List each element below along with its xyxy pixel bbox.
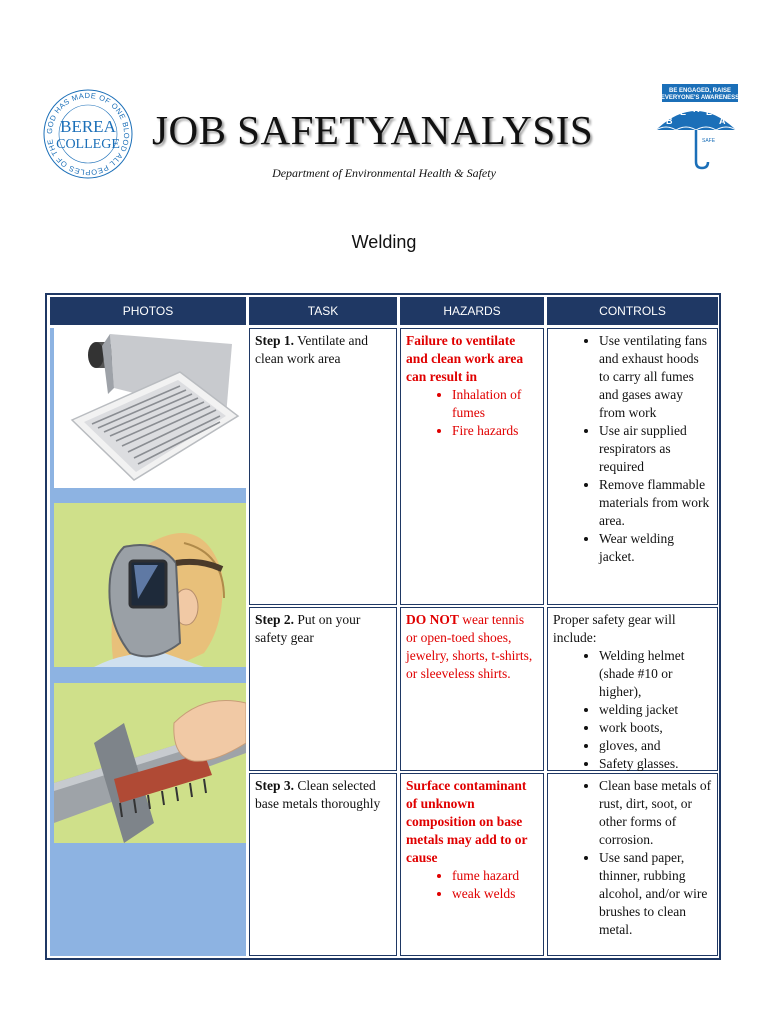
column-header-hazards: HAZARDS <box>400 297 544 325</box>
page-title: JOB SAFETYANALYSIS <box>152 107 594 153</box>
hazard-lead: Surface contaminant of unknown composition on base metals may add to or cause <box>406 778 528 865</box>
hazards-step-3 <box>400 773 544 956</box>
control-item: • Remove flammable materials from work area. <box>599 476 712 530</box>
job-safety-table <box>45 293 721 960</box>
control-item: • Use ventilating fans and exhaust hoods to carry all fumes and gases away from work <box>599 332 712 422</box>
hazard-bold: DO NOT <box>406 612 459 627</box>
document-title: Welding <box>351 232 417 252</box>
control-item: • Welding helmet (shade #10 or higher), <box>599 647 712 701</box>
welding-helmet-photo <box>54 503 246 667</box>
hazard-item: • fume hazard <box>452 867 538 885</box>
logo-letter-r: R <box>693 104 700 114</box>
controls-step-2 <box>547 607 718 771</box>
controls-step-3 <box>547 773 718 956</box>
logo-word-2: COLLEGE <box>56 137 120 152</box>
hazards-step-2 <box>400 607 544 771</box>
step-label: Step 2. <box>255 612 295 627</box>
task-text: Put on your safety gear <box>255 612 361 645</box>
hazard-item: • weak welds <box>452 885 538 903</box>
exhaust-fan-photo <box>54 328 246 488</box>
logo-ring-text: GOD HAS MADE OF ONE BLOOD ALL PEOPLES OF THE <box>44 90 132 178</box>
column-header-task: TASK <box>249 297 397 325</box>
task-step-2 <box>249 607 397 771</box>
task-text: Clean selected base metals thoroughly <box>255 778 381 811</box>
department-subtitle: Department of Environmental Health & Safety <box>272 166 496 180</box>
control-item: • Use sand paper, thinner, rubbing alcohol, and/or wire brushes to clean metal. <box>599 849 712 939</box>
column-header-photos: PHOTOS <box>50 297 246 325</box>
hazards-step-1 <box>400 328 544 605</box>
berea-safe-logo <box>652 84 740 170</box>
hazard-lead: Failure to ventilate and clean work area can result in <box>406 333 524 384</box>
control-item: • work boots, <box>599 719 712 737</box>
logo-word-1: BEREA <box>60 117 116 136</box>
step-label: Step 1. <box>255 333 295 348</box>
logo-letter-e1: E <box>680 107 687 117</box>
logo-banner-line-1: BE ENGAGED, RAISE <box>668 88 732 94</box>
hazard-item: • Fire hazards <box>452 422 538 440</box>
logo-letter-a: A <box>719 116 726 126</box>
control-item: • Wear welding jacket. <box>599 530 712 566</box>
control-item: • gloves, and <box>599 737 712 755</box>
logo-letter-b: B <box>666 116 673 126</box>
control-item: • Clean base metals of rust, dirt, soot, or other forms of corrosion. <box>599 777 712 849</box>
wire-brush-photo <box>54 683 246 843</box>
controls-step-1 <box>547 328 718 605</box>
hazard-item: • Inhalation of fumes <box>452 386 538 422</box>
control-item: • Safety glasses. <box>599 755 712 773</box>
logo-letter-e2: E <box>706 107 713 117</box>
column-header-controls: CONTROLS <box>547 297 718 325</box>
logo-banner-line-2: EVERYONE'S AWARENESS <box>660 95 740 101</box>
task-step-3 <box>249 773 397 956</box>
task-text: Ventilate and clean work area <box>255 333 368 366</box>
task-step-1 <box>249 328 397 605</box>
control-item: • Use air supplied respirators as required <box>599 422 712 476</box>
control-item: • welding jacket <box>599 701 712 719</box>
controls-intro: Proper safety gear will include: <box>553 612 676 645</box>
hazard-text: wear tennis or open-toed shoes, jewelry, shorts, t-shirts, or sleeveless shirts. <box>406 612 533 681</box>
logo-safe-text: SAFE <box>702 138 716 144</box>
step-label: Step 3. <box>255 778 295 793</box>
photos-column <box>50 328 246 956</box>
